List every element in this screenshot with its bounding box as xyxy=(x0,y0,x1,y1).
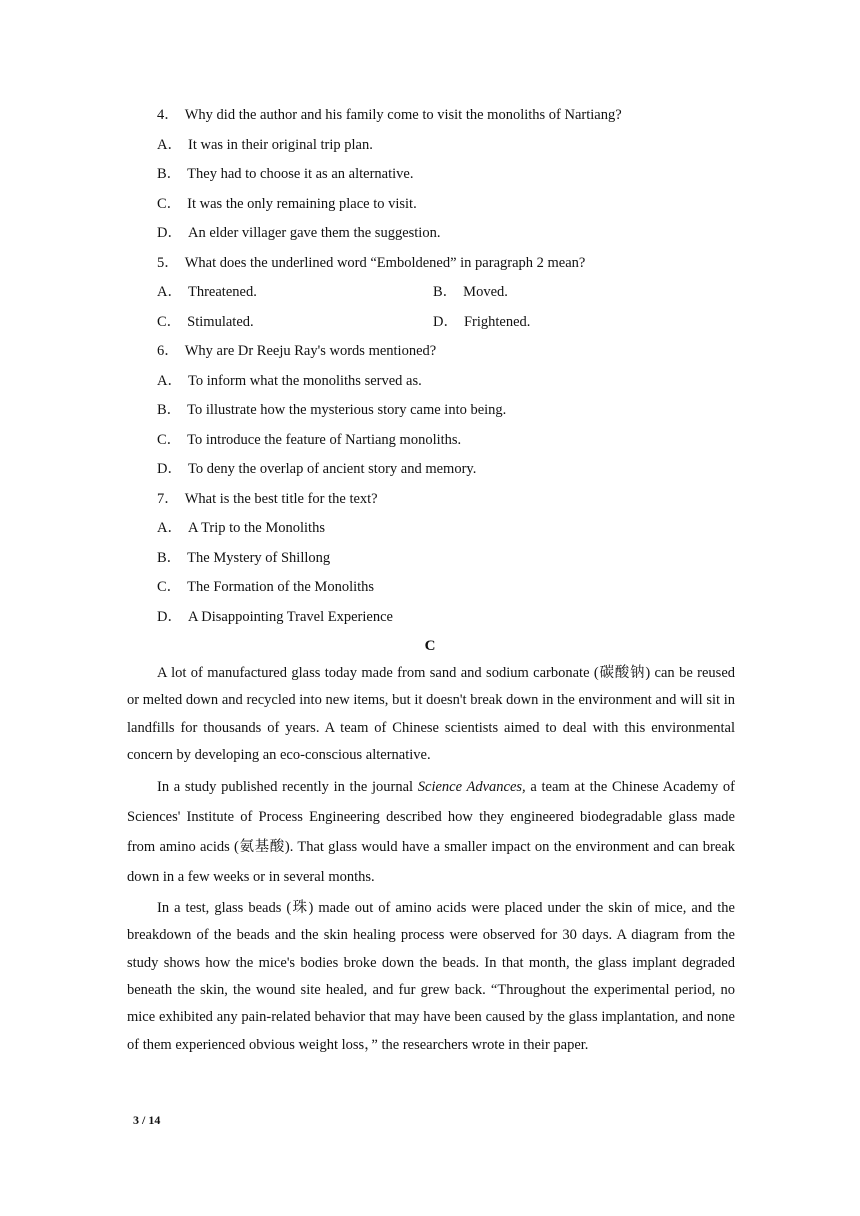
question-number: 6． xyxy=(157,343,179,359)
option-text: It was the only remaining place to visit. xyxy=(187,195,417,212)
option-letter: C． xyxy=(157,313,182,330)
question-number: 5． xyxy=(157,254,179,271)
passage-paragraph-2 xyxy=(127,772,735,892)
question-7-option-a xyxy=(157,516,757,546)
question-7-option-c xyxy=(157,575,757,605)
option-text: It was in their original trip plan. xyxy=(187,136,373,153)
question-text: Why did the author and his family come to visit the monoliths of Nartiang? xyxy=(184,107,622,123)
option-text: A Disappointing Travel Experience xyxy=(187,608,393,625)
option-letter: C． xyxy=(157,431,182,448)
question-6-option-c xyxy=(157,428,757,458)
option-text: To deny the overlap of ancient story and memory. xyxy=(187,461,477,477)
option-letter: A． xyxy=(157,136,182,153)
question-5-options-row-1 xyxy=(157,280,757,310)
option-letter: D． xyxy=(433,313,458,330)
option-text: The Formation of the Monoliths xyxy=(187,579,375,595)
option-text: Moved. xyxy=(463,284,508,300)
page-number: 3 / 14 xyxy=(133,1113,161,1127)
question-number: 7． xyxy=(157,490,179,507)
section-heading: C xyxy=(424,638,436,654)
passage-paragraph-3: In a test, glass beads (珠) made out of amino acids were placed under the skin of mice, and the breakdown of the beads and the skin healing process were observed for 30 days. A diagram from the study shows how the mice's bodies broke down the beads. In that month, the glass implant degraded beneath the skin, the wound site healed, and fur grew back. “Throughout the experimental period, no mice exhibited any pain-related behavior that may have been caused by the glass implantation, and none of them experienced obvious weight loss，” the researchers wrote in their paper. xyxy=(127,900,735,1053)
option-letter: C． xyxy=(157,195,182,212)
question-text: What does the underlined word “Emboldened” in paragraph 2 mean? xyxy=(184,254,586,271)
question-6-option-d xyxy=(157,457,757,487)
passage-paragraph-1: A lot of manufactured glass today made from sand and sodium carbonate (碳酸钠) can be reused or melted down and recycled into new items, but it doesn't break down in the environment and will sit in landfills for thousands of years. A team of Chinese scientists aimed to deal with this environmental concern by developing an eco-conscious alternative. xyxy=(127,665,735,763)
journal-name: Science Advances, xyxy=(417,779,526,796)
option-text: To illustrate how the mysterious story came into being. xyxy=(187,402,507,418)
option-letter: A． xyxy=(157,520,182,536)
paragraph-text: a team at the Chinese Academy of Sciences' Institute of Process Engineering described how they engineered biodegradable glass made from amino acids (氨基酸). That glass would have a smaller impact on the environment and can break down in a few weeks or in several months. xyxy=(127,779,735,886)
option-letter: D． xyxy=(157,608,182,625)
option-text: Frightened. xyxy=(463,313,531,330)
option-letter: A． xyxy=(157,284,182,300)
option-letter: A． xyxy=(157,372,182,389)
question-5-option-c xyxy=(157,310,433,340)
question-4-option-b xyxy=(157,162,757,192)
option-letter: C． xyxy=(157,579,182,595)
option-letter: B． xyxy=(157,166,182,182)
option-text: They had to choose it as an alternative. xyxy=(187,166,414,182)
question-4-option-c xyxy=(157,192,757,222)
question-block xyxy=(157,103,757,634)
question-4-stem xyxy=(157,103,757,133)
question-7-option-b xyxy=(157,546,757,576)
question-4-option-d xyxy=(157,221,757,251)
question-text: Why are Dr Reeju Ray's words mentioned? xyxy=(184,343,437,359)
question-text: What is the best title for the text? xyxy=(184,490,378,507)
question-5-option-b xyxy=(433,280,709,310)
option-text: To introduce the feature of Nartiang monoliths. xyxy=(187,431,462,448)
question-5-option-d xyxy=(433,310,709,340)
option-text: Threatened. xyxy=(187,284,257,300)
option-letter: D． xyxy=(157,461,182,477)
paragraph-text: In a study published recently in the journal xyxy=(157,779,418,796)
question-7-stem xyxy=(157,487,757,517)
question-6-option-b xyxy=(157,398,757,428)
question-7-option-d xyxy=(157,605,757,635)
question-5-stem xyxy=(157,251,757,281)
question-5-options-row-2 xyxy=(157,310,757,340)
question-6-stem xyxy=(157,339,757,369)
option-letter: B． xyxy=(157,402,182,418)
question-5-option-a xyxy=(157,280,433,310)
option-text: To inform what the monoliths served as. xyxy=(187,372,422,389)
option-text: Stimulated. xyxy=(187,313,254,330)
option-text: The Mystery of Shillong xyxy=(187,549,331,566)
option-text: A Trip to the Monoliths xyxy=(187,520,325,536)
question-number: 4． xyxy=(157,107,179,123)
option-letter: B． xyxy=(157,549,182,566)
reading-passage xyxy=(127,660,735,1062)
option-letter: B． xyxy=(433,284,458,300)
option-text: An elder villager gave them the suggestion. xyxy=(187,225,441,241)
question-6-option-a xyxy=(157,369,757,399)
question-4-option-a xyxy=(157,133,757,163)
option-letter: D． xyxy=(157,225,182,241)
